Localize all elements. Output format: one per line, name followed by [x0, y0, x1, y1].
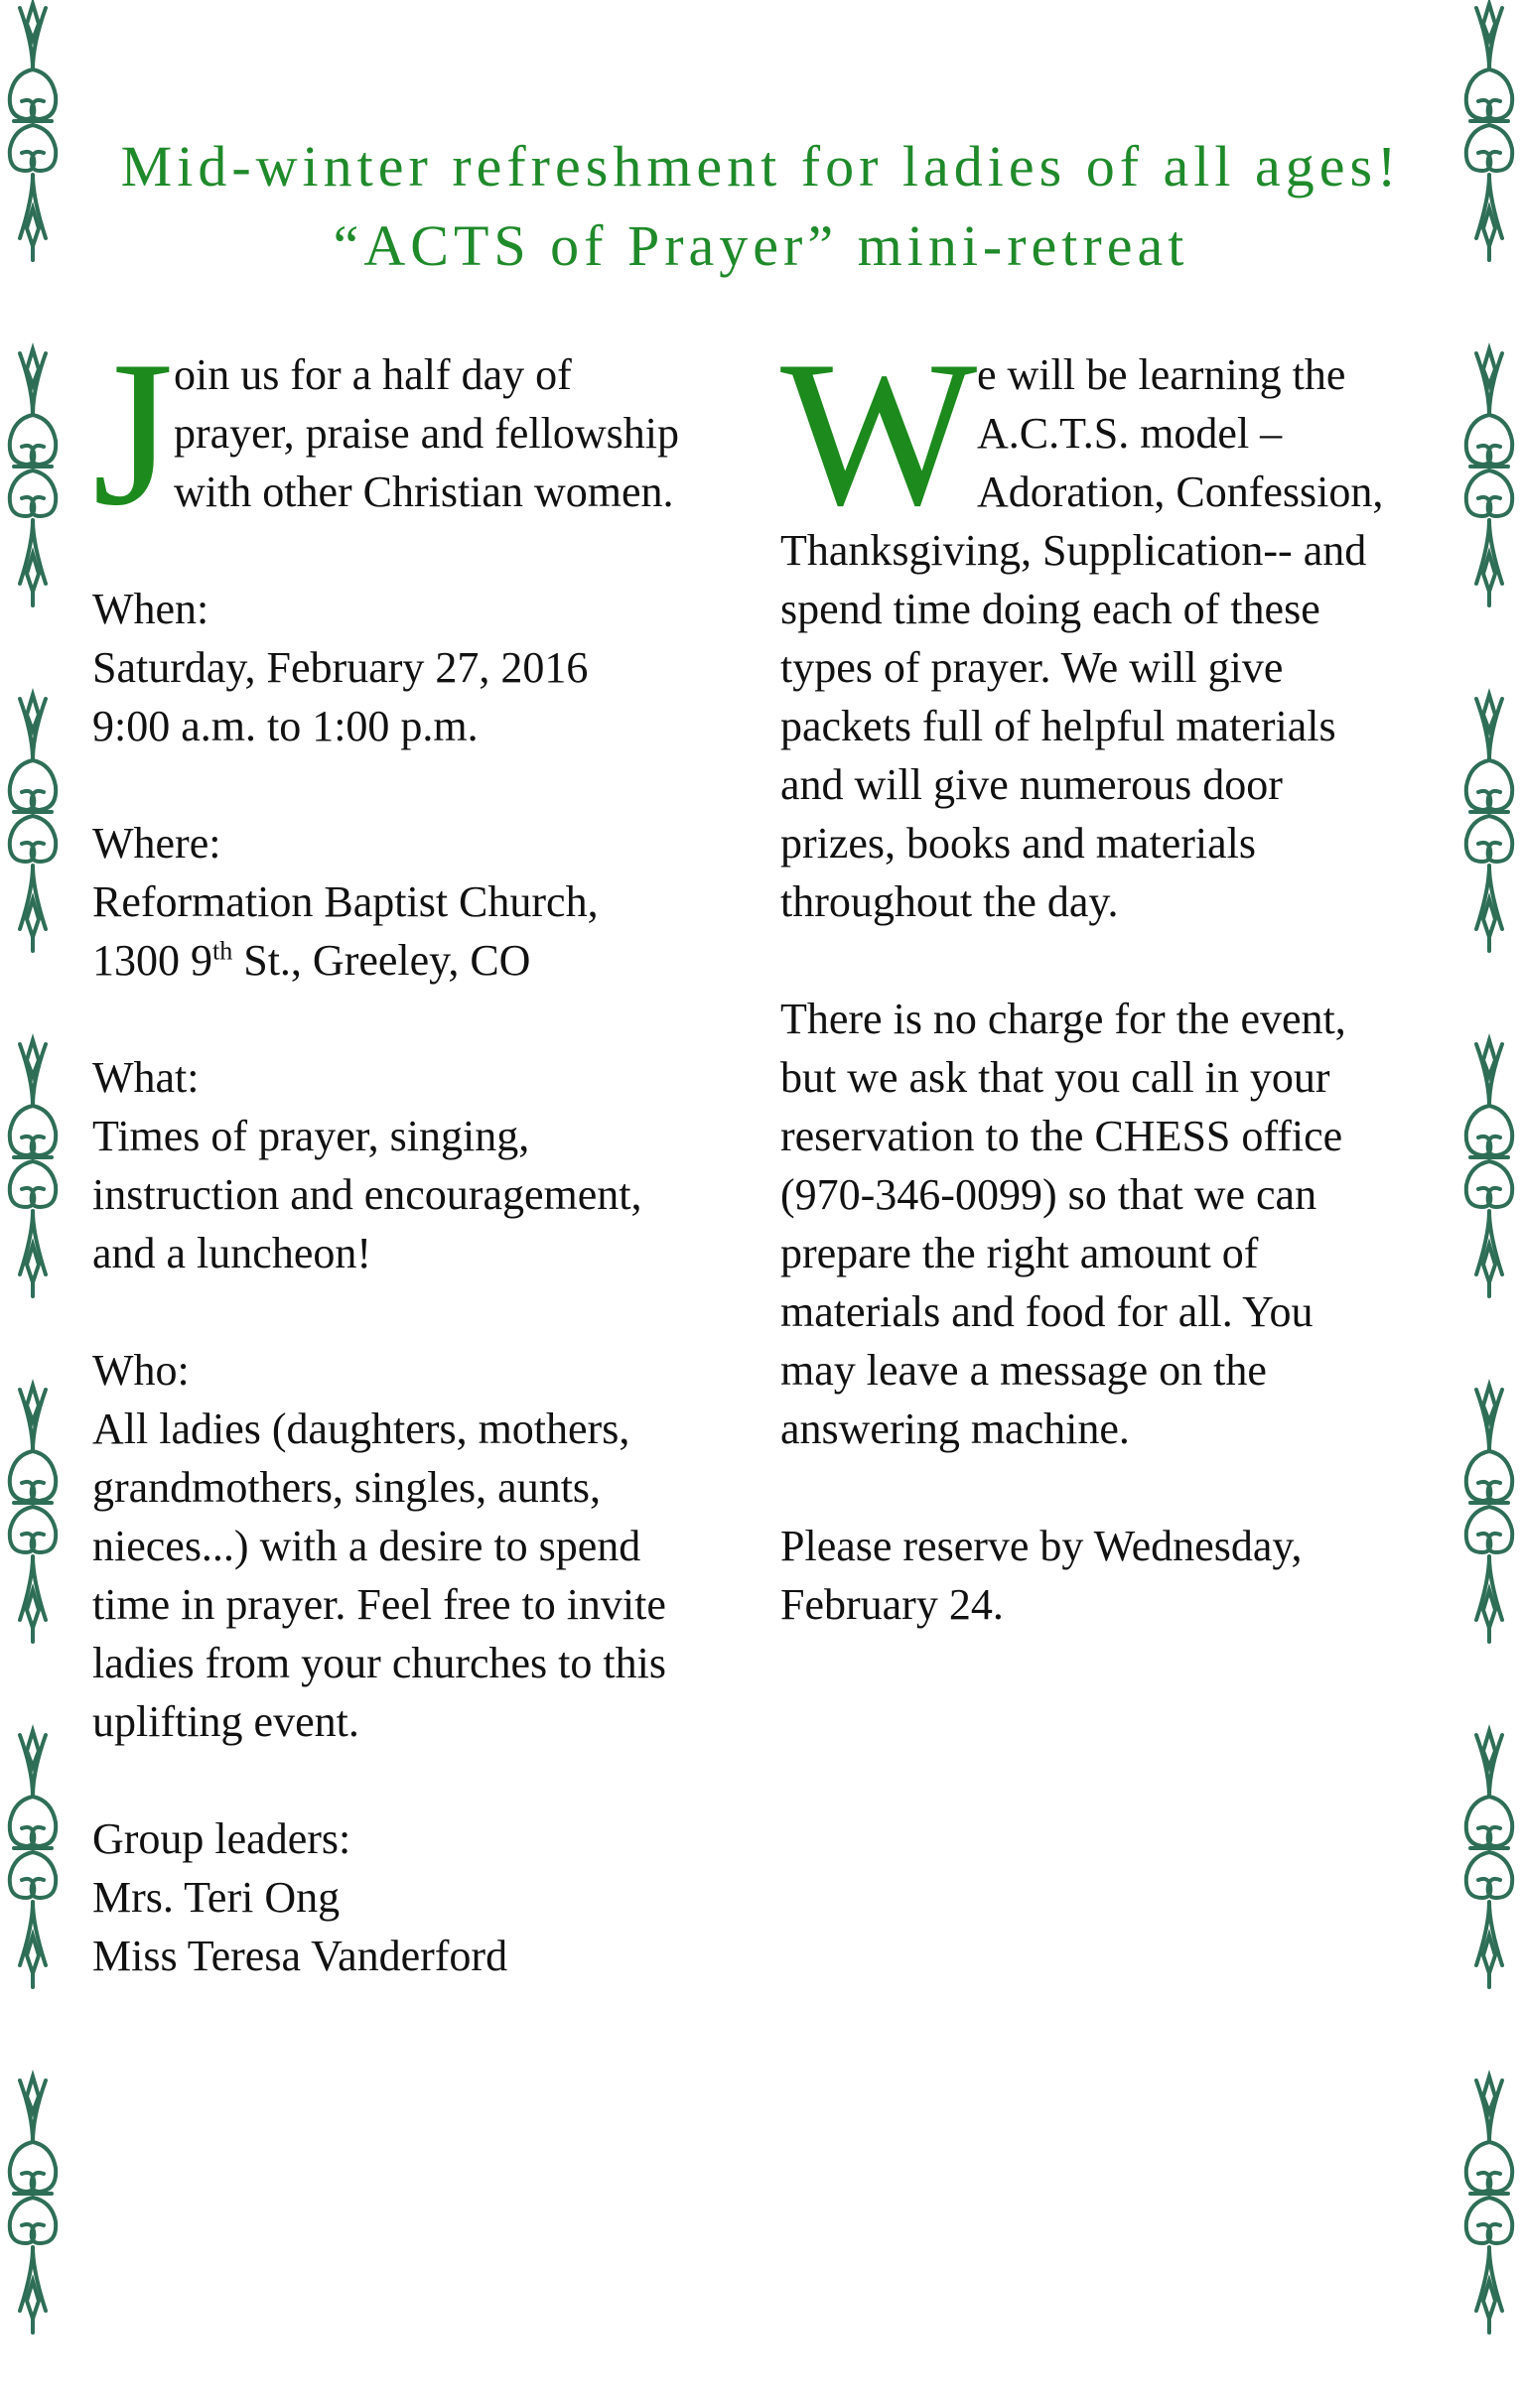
who-label: Who:: [92, 1346, 190, 1395]
when-label: When:: [92, 585, 209, 633]
left-column: [92, 319, 688, 1985]
when-time: 9:00 a.m. to 1:00 p.m.: [92, 702, 479, 750]
address-number: 1300 9: [92, 936, 212, 985]
where-address: [92, 931, 688, 990]
right-column: [780, 319, 1388, 1634]
left-ornamental-border: [0, 0, 66, 2408]
address-street: St., Greeley, CO: [232, 936, 531, 985]
what-label: What:: [92, 1053, 200, 1102]
acts-intro-lead: e will be learning the A.C.T.S. model –: [977, 350, 1346, 458]
phone-text: (970-346-0099) so that we can prepare the right amount of materials and food for all. You may leave a message on the answering machine.: [780, 1170, 1317, 1453]
where-place: Reformation Baptist Church,: [92, 877, 599, 926]
drop-cap-w: W: [780, 319, 978, 549]
drop-cap-j: J: [92, 319, 174, 549]
heading-line-1: Mid-winter refreshment for ladies of all ages!: [120, 134, 1402, 199]
what-text: Times of prayer, singing, instruction and encouragement, and a luncheon!: [92, 1112, 642, 1277]
charge-paragraph: [780, 990, 1388, 1458]
address-suffix: th: [212, 936, 233, 966]
ornament-vine-icon: [1456, 0, 1522, 2408]
charge-text: There is no charge for the event, but we ask that you call in your reservation to the CHESS office: [780, 995, 1346, 1160]
leaders-label: Group leaders:: [92, 1814, 351, 1863]
acts-intro-body: Adoration, Confession, Thanksgiving, Supplication-- and spend time doing each of these types of prayer. We will give packets full of helpful materials and will give numerous door prizes, books and materials throughout the day.: [780, 468, 1384, 926]
ornament-vine-icon: [0, 0, 66, 2408]
heading-line-2: “ACTS of Prayer” mini-retreat: [333, 213, 1189, 278]
when-date: Saturday, February 27, 2016: [92, 643, 589, 692]
right-ornamental-border: [1456, 0, 1522, 2408]
who-text: All ladies (daughters, mothers, grandmothers, singles, aunts, nieces...) with a desire to spend time in prayer. Feel free to invite ladies from your churches to this uplifting event.: [92, 1405, 666, 1746]
leader-name: Mrs. Teri Ong: [92, 1873, 341, 1922]
intro-paragraph: oin us for a half day of prayer, praise and fellowship with other Christian women.: [174, 350, 679, 516]
leader-name: Miss Teresa Vanderford: [92, 1932, 508, 1980]
where-label: Where:: [92, 819, 221, 868]
flyer-heading: [109, 127, 1413, 286]
reserve-by: Please reserve by Wednesday, February 24.: [780, 1522, 1303, 1629]
